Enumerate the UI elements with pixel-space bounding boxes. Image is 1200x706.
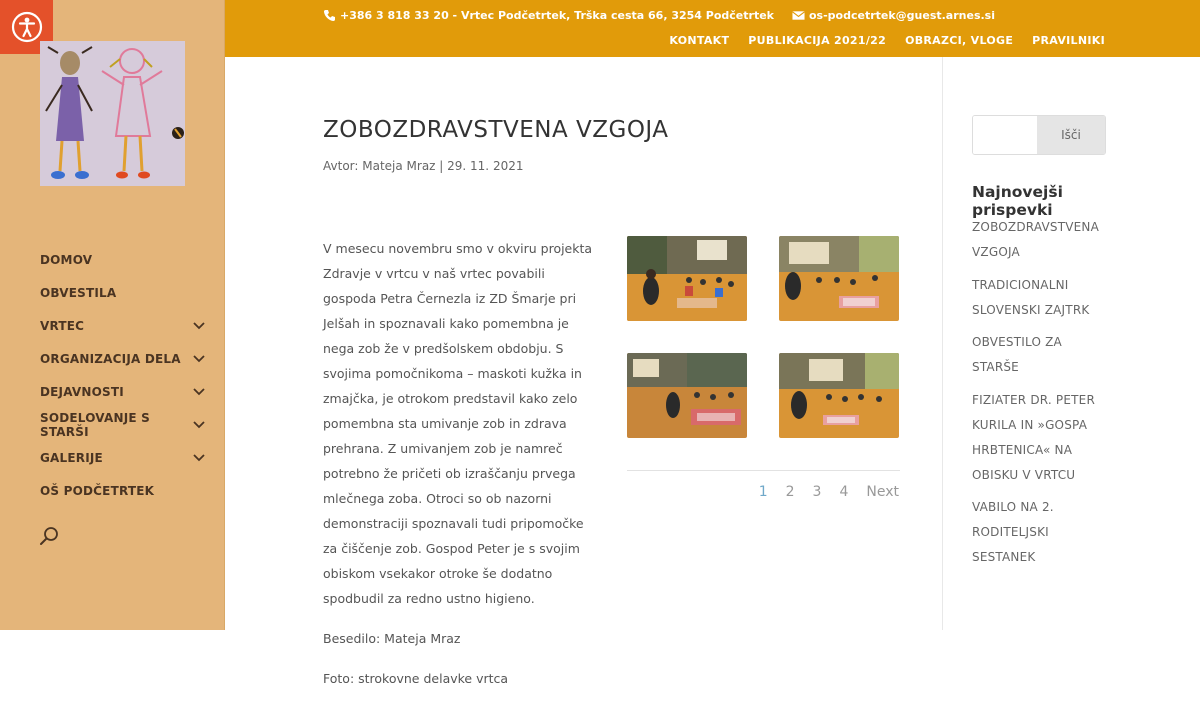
phone-icon [323, 9, 336, 22]
page-link-1[interactable]: 1 [758, 484, 768, 500]
nav-item-label: ORGANIZACIJA DELA [40, 351, 181, 366]
chevron-down-icon[interactable] [192, 451, 206, 465]
chevron-down-icon[interactable] [192, 319, 206, 333]
nav-item-galerije[interactable] [40, 441, 210, 474]
top-link-publikacija[interactable]: PUBLIKACIJA 2021/22 [748, 34, 887, 47]
recent-post-link[interactable]: ZOBOZDRAVSTVENA VZGOJA [972, 220, 1100, 259]
page-link-4[interactable]: 4 [839, 484, 849, 500]
post-paragraph: V mesecu novembru smo v okviru projekta Zdravje v vrtcu v naš vrtec povabili gospoda Petra Černezla iz ZD Šmarje pri Jelšah in spoznavali kako pomembna je nega zob že v predšolskem obdobju. S svojima pomočnikoma – maskoti kužka in zmajčka, je otrokom predstavil kako zelo pomembna sta umivanje zob in zdrava prehrana. Z umivanjem zob je namreč potrebno že pričeti ob izraščanju prvega mlečnega zoba. Otroci so ob nazorni demonstraciji spoznavali tudi pripomočke za čiščenje zob. Gospod Peter je s svojim obiskom vsekakor otroke še dodatno spodbudil za redno ustno higieno. [323, 241, 593, 606]
recent-post-link[interactable]: TRADICIONALNI SLOVENSKI ZAJTRK [972, 277, 1090, 317]
search-button[interactable]: Išči [1037, 116, 1105, 154]
pager-divider [627, 470, 900, 471]
post-title: ZOBOZDRAVSTVENA VZGOJA [323, 117, 669, 143]
nav-item-organizacija-dela[interactable] [40, 342, 210, 375]
email-icon [792, 9, 805, 22]
top-link-obrazci-vloge[interactable]: OBRAZCI, VLOGE [905, 34, 1014, 47]
contact-info [323, 9, 995, 22]
chevron-down-icon[interactable] [192, 385, 206, 399]
gallery-photo[interactable] [627, 353, 747, 438]
top-link-kontakt[interactable]: KONTAKT [669, 34, 730, 47]
main-nav [40, 243, 210, 507]
gallery-photo[interactable] [779, 353, 899, 438]
recent-post-link[interactable]: VABILO NA 2. RODITELJSKI SESTANEK [972, 500, 1054, 564]
nav-item-label: OŠ PODČETRTEK [40, 483, 155, 498]
nav-item-os-podcetrtek[interactable] [40, 474, 210, 507]
chevron-down-icon[interactable] [193, 418, 206, 432]
top-nav [669, 34, 1105, 47]
nav-item-label: VRTEC [40, 318, 85, 333]
search-icon[interactable] [39, 525, 61, 547]
nav-item-label: DOMOV [40, 252, 93, 267]
gallery-photo[interactable] [779, 236, 899, 321]
nav-item-obvestila[interactable] [40, 276, 210, 309]
contact-text: +386 3 818 33 20 - Vrtec Podčetrtek, Trška cesta 66, 3254 Podčetrtek [340, 9, 774, 22]
nav-item-vrtec[interactable] [40, 309, 210, 342]
post-meta: Avtor: Mateja Mraz | 29. 11. 2021 [323, 159, 524, 173]
nav-item-label: GALERIJE [40, 450, 103, 465]
recent-post-link[interactable]: OBVESTILO ZA STARŠE [972, 335, 1062, 374]
next-page-link[interactable]: Next [866, 484, 899, 500]
nav-item-dejavnosti[interactable] [40, 375, 210, 408]
left-sidebar [0, 0, 225, 630]
site-logo[interactable] [40, 41, 185, 186]
nav-item-label: DEJAVNOSTI [40, 384, 124, 399]
chevron-down-icon[interactable] [192, 352, 206, 366]
sidebar-divider [942, 57, 943, 630]
recent-posts-list [972, 215, 1112, 578]
gallery-pagination [759, 484, 899, 500]
page-link-2[interactable]: 2 [785, 484, 795, 500]
top-bar [225, 0, 1200, 57]
gallery-photo[interactable] [627, 236, 747, 321]
email-link[interactable]: os-podcetrtek@guest.arnes.si [808, 9, 995, 22]
nav-item-label: OBVESTILA [40, 285, 117, 300]
post-body [323, 236, 601, 706]
nav-item-label: SODELOVANJE S STARŠI [40, 410, 150, 439]
nav-item-domov[interactable] [40, 243, 210, 276]
search-input[interactable] [973, 116, 1037, 154]
post-paragraph: Foto: strokovne delavke vrtca [323, 671, 509, 686]
search-form [972, 115, 1106, 155]
main-content [225, 57, 942, 686]
recent-post-link[interactable]: FIZIATER DR. PETER KURILA IN »GOSPA HRBTENICA« NA OBISKU V VRTCU [972, 392, 1095, 482]
nav-item-sodelovanje-s-starsi[interactable] [40, 408, 210, 441]
page-link-3[interactable]: 3 [812, 484, 822, 500]
post-paragraph: Besedilo: Mateja Mraz [323, 631, 461, 646]
accessibility-icon [11, 11, 43, 43]
top-link-pravilniki[interactable]: PRAVILNIKI [1032, 34, 1105, 47]
recent-posts-title: Najnovejši prispevki [972, 183, 1063, 219]
